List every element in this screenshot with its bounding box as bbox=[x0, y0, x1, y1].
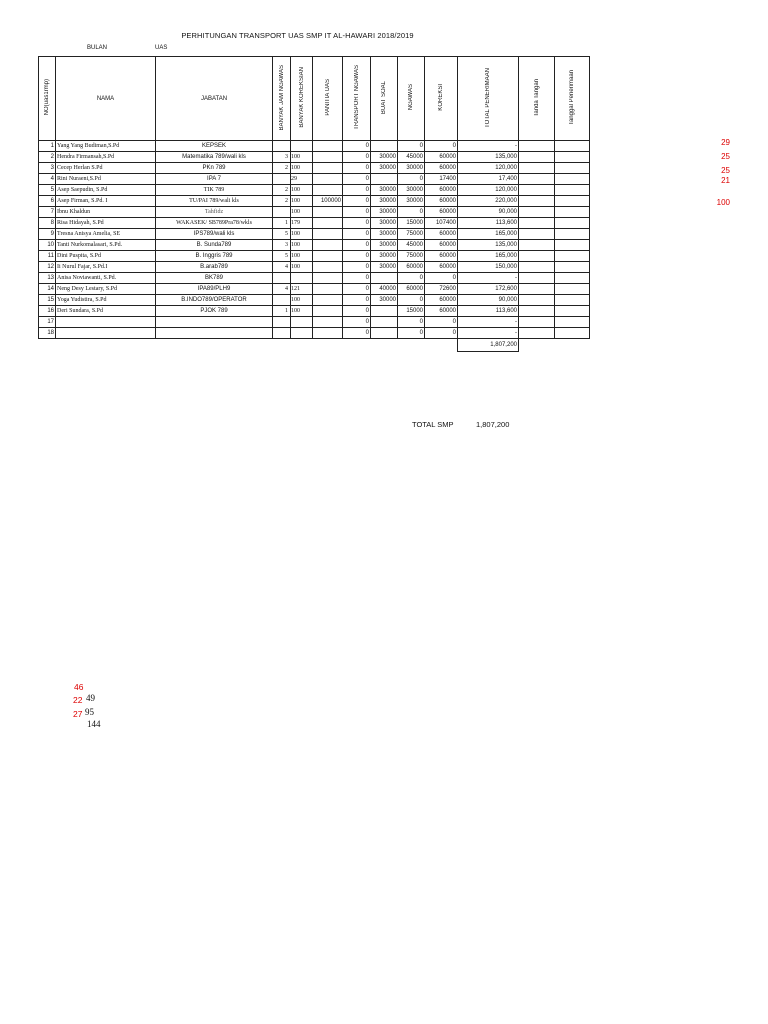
bottom-note: 95 bbox=[85, 707, 94, 717]
cell-tanda-tangan bbox=[519, 229, 555, 240]
cell-tanda-tangan bbox=[519, 174, 555, 185]
cell-tanggal bbox=[555, 141, 590, 152]
cell-nama bbox=[56, 317, 156, 328]
cell-jabatan: TU/PAI 789/wali kls bbox=[156, 196, 273, 207]
cell-koreksian: 100 bbox=[291, 251, 313, 262]
cell-buat-soal: 30000 bbox=[371, 152, 398, 163]
cell-jabatan: IPS789/wali kls bbox=[156, 229, 273, 240]
cell-nama: Asep Firman, S.Pd. I bbox=[56, 196, 156, 207]
table-row bbox=[39, 174, 590, 185]
cell-no: 6 bbox=[39, 196, 56, 207]
cell-jabatan: Matematika 789/wali kls bbox=[156, 152, 273, 163]
cell-total: 220,000 bbox=[458, 196, 519, 207]
cell-total: - bbox=[458, 328, 519, 339]
cell-tanggal bbox=[555, 163, 590, 174]
cell-tanggal bbox=[555, 196, 590, 207]
cell-jam-ngawas: 1 bbox=[273, 218, 291, 229]
empty-cell bbox=[273, 339, 291, 352]
table-row bbox=[39, 207, 590, 218]
bottom-note: 49 bbox=[86, 693, 95, 703]
cell-jam-ngawas bbox=[273, 273, 291, 284]
cell-tanda-tangan bbox=[519, 295, 555, 306]
header-nama: NAMA bbox=[56, 57, 156, 141]
cell-transport: 0 bbox=[343, 141, 371, 152]
cell-jam-ngawas: 2 bbox=[273, 163, 291, 174]
empty-cell bbox=[371, 339, 398, 352]
cell-total: 135,000 bbox=[458, 240, 519, 251]
cell-ngawas: 60000 bbox=[398, 284, 425, 295]
cell-tanda-tangan bbox=[519, 152, 555, 163]
cell-ngawas: 0 bbox=[398, 328, 425, 339]
cell-koreksi: 60000 bbox=[425, 196, 458, 207]
bottom-note: 144 bbox=[87, 719, 101, 729]
cell-no: 4 bbox=[39, 174, 56, 185]
cell-transport: 0 bbox=[343, 207, 371, 218]
cell-koreksi: 17400 bbox=[425, 174, 458, 185]
header-tanggal: Tanggal Penerimaan bbox=[555, 57, 590, 141]
cell-jam-ngawas bbox=[273, 295, 291, 306]
cell-nama: Asep Saepudin, S.Pd bbox=[56, 185, 156, 196]
table-row bbox=[39, 141, 590, 152]
cell-tanggal bbox=[555, 262, 590, 273]
cell-panitia bbox=[313, 207, 343, 218]
cell-tanggal bbox=[555, 295, 590, 306]
cell-transport: 0 bbox=[343, 163, 371, 174]
side-note: 29 bbox=[721, 138, 730, 147]
cell-transport: 0 bbox=[343, 273, 371, 284]
header-koreksi: KOREKSI bbox=[425, 57, 458, 141]
table-row bbox=[39, 262, 590, 273]
cell-no: 12 bbox=[39, 262, 56, 273]
cell-total: 165,000 bbox=[458, 229, 519, 240]
cell-jabatan bbox=[156, 317, 273, 328]
cell-transport: 0 bbox=[343, 295, 371, 306]
cell-nama: Ibnu Khaldun bbox=[56, 207, 156, 218]
table-row bbox=[39, 152, 590, 163]
cell-koreksian bbox=[291, 317, 313, 328]
cell-no: 2 bbox=[39, 152, 56, 163]
cell-tanggal bbox=[555, 251, 590, 262]
header-total: TOTAL PENERIMAAN bbox=[458, 57, 519, 141]
cell-ngawas: 15000 bbox=[398, 306, 425, 317]
cell-buat-soal: 30000 bbox=[371, 185, 398, 196]
cell-koreksi: 0 bbox=[425, 273, 458, 284]
side-note: 21 bbox=[721, 176, 730, 185]
cell-koreksian: 100 bbox=[291, 306, 313, 317]
cell-jam-ngawas: 2 bbox=[273, 196, 291, 207]
cell-transport: 0 bbox=[343, 152, 371, 163]
cell-tanda-tangan bbox=[519, 306, 555, 317]
cell-tanda-tangan bbox=[519, 251, 555, 262]
cell-tanggal bbox=[555, 317, 590, 328]
cell-no: 5 bbox=[39, 185, 56, 196]
cell-no: 15 bbox=[39, 295, 56, 306]
table-row bbox=[39, 306, 590, 317]
cell-buat-soal: 30000 bbox=[371, 207, 398, 218]
cell-nama: Yang Yang Budiman,S.Pd bbox=[56, 141, 156, 152]
cell-jam-ngawas: 4 bbox=[273, 262, 291, 273]
cell-nama: Tresna Anisya Amelia, SE bbox=[56, 229, 156, 240]
cell-jam-ngawas: 3 bbox=[273, 152, 291, 163]
transport-table bbox=[38, 56, 590, 352]
bottom-note-red: 46 bbox=[74, 682, 84, 692]
cell-buat-soal: 30000 bbox=[371, 240, 398, 251]
table-row bbox=[39, 284, 590, 295]
bulan-label: BULAN bbox=[87, 45, 108, 51]
grand-total-value: 1,807,200 bbox=[458, 339, 519, 352]
cell-koreksi: 0 bbox=[425, 328, 458, 339]
cell-ngawas: 0 bbox=[398, 273, 425, 284]
cell-ngawas: 0 bbox=[398, 317, 425, 328]
cell-jabatan: IPA89/PLH9 bbox=[156, 284, 273, 295]
table-row bbox=[39, 240, 590, 251]
total-smp-value: 1,807,200 bbox=[476, 420, 510, 429]
empty-cell bbox=[39, 339, 56, 352]
cell-koreksi: 60000 bbox=[425, 229, 458, 240]
cell-tanda-tangan bbox=[519, 273, 555, 284]
cell-jabatan: IPA 7 bbox=[156, 174, 273, 185]
table-row bbox=[39, 218, 590, 229]
cell-koreksi: 60000 bbox=[425, 152, 458, 163]
cell-no: 13 bbox=[39, 273, 56, 284]
cell-ngawas: 0 bbox=[398, 295, 425, 306]
cell-panitia bbox=[313, 262, 343, 273]
cell-panitia bbox=[313, 306, 343, 317]
cell-nama: Cecep Herlan S.Pd bbox=[56, 163, 156, 174]
cell-jam-ngawas: 5 bbox=[273, 229, 291, 240]
cell-jam-ngawas: 5 bbox=[273, 251, 291, 262]
cell-koreksi: 60000 bbox=[425, 262, 458, 273]
empty-cell bbox=[343, 339, 371, 352]
cell-koreksian: 121 bbox=[291, 284, 313, 295]
cell-ngawas: 60000 bbox=[398, 262, 425, 273]
cell-nama: Dini Puspita, S.Pd bbox=[56, 251, 156, 262]
cell-total: 135,000 bbox=[458, 152, 519, 163]
cell-buat-soal bbox=[371, 328, 398, 339]
cell-transport: 0 bbox=[343, 251, 371, 262]
cell-buat-soal bbox=[371, 306, 398, 317]
cell-nama: Tanti Nurkomalasari, S.Pd. bbox=[56, 240, 156, 251]
cell-transport: 0 bbox=[343, 185, 371, 196]
cell-tanggal bbox=[555, 284, 590, 295]
cell-koreksi: 0 bbox=[425, 317, 458, 328]
cell-jam-ngawas: 3 bbox=[273, 240, 291, 251]
cell-jabatan: B. Sunda789 bbox=[156, 240, 273, 251]
header-buat-soal: BUAT SOAL bbox=[371, 57, 398, 141]
cell-no: 16 bbox=[39, 306, 56, 317]
cell-total: 150,000 bbox=[458, 262, 519, 273]
header-ngawas: NGAWAS bbox=[398, 57, 425, 141]
cell-ngawas: 0 bbox=[398, 141, 425, 152]
cell-jam-ngawas bbox=[273, 317, 291, 328]
cell-no: 9 bbox=[39, 229, 56, 240]
table-row bbox=[39, 251, 590, 262]
cell-jabatan: TIK 789 bbox=[156, 185, 273, 196]
cell-panitia: 100000 bbox=[313, 196, 343, 207]
cell-buat-soal bbox=[371, 317, 398, 328]
cell-nama: Rini Nuraeni,S.Pd bbox=[56, 174, 156, 185]
cell-koreksian bbox=[291, 273, 313, 284]
cell-koreksi: 107400 bbox=[425, 218, 458, 229]
cell-panitia bbox=[313, 273, 343, 284]
cell-nama: Hendra Firmansah,S.Pd bbox=[56, 152, 156, 163]
cell-transport: 0 bbox=[343, 317, 371, 328]
cell-tanggal bbox=[555, 229, 590, 240]
cell-tanggal bbox=[555, 207, 590, 218]
cell-tanda-tangan bbox=[519, 163, 555, 174]
cell-panitia bbox=[313, 141, 343, 152]
cell-koreksian: 179 bbox=[291, 218, 313, 229]
cell-panitia bbox=[313, 317, 343, 328]
cell-jabatan: B. Inggris 789 bbox=[156, 251, 273, 262]
cell-total: - bbox=[458, 141, 519, 152]
cell-panitia bbox=[313, 185, 343, 196]
table-row bbox=[39, 196, 590, 207]
cell-tanda-tangan bbox=[519, 328, 555, 339]
cell-jabatan: B.INDO789/OPERATOR bbox=[156, 295, 273, 306]
table-row bbox=[39, 328, 590, 339]
cell-transport: 0 bbox=[343, 284, 371, 295]
cell-koreksi: 60000 bbox=[425, 306, 458, 317]
cell-no: 7 bbox=[39, 207, 56, 218]
cell-jabatan: PJOK 789 bbox=[156, 306, 273, 317]
bottom-note-red: 22 bbox=[73, 695, 83, 705]
cell-tanggal bbox=[555, 218, 590, 229]
empty-cell bbox=[519, 339, 555, 352]
cell-nama: Ii Nurul Fajar, S.Pd.I bbox=[56, 262, 156, 273]
cell-koreksian: 100 bbox=[291, 207, 313, 218]
cell-total: 165,000 bbox=[458, 251, 519, 262]
cell-total: 90,000 bbox=[458, 295, 519, 306]
cell-jabatan: PKn 789 bbox=[156, 163, 273, 174]
cell-total: 120,000 bbox=[458, 163, 519, 174]
cell-jabatan bbox=[156, 328, 273, 339]
cell-nama: Yoga Yudistira, S.Pd bbox=[56, 295, 156, 306]
cell-koreksian: 100 bbox=[291, 196, 313, 207]
cell-tanda-tangan bbox=[519, 185, 555, 196]
cell-ngawas: 45000 bbox=[398, 152, 425, 163]
cell-transport: 0 bbox=[343, 229, 371, 240]
cell-koreksian bbox=[291, 141, 313, 152]
cell-buat-soal: 30000 bbox=[371, 163, 398, 174]
cell-no: 18 bbox=[39, 328, 56, 339]
cell-tanggal bbox=[555, 306, 590, 317]
header-row bbox=[39, 57, 590, 141]
cell-tanggal bbox=[555, 273, 590, 284]
cell-jabatan: B.arab789 bbox=[156, 262, 273, 273]
cell-total: 113,600 bbox=[458, 306, 519, 317]
cell-no: 8 bbox=[39, 218, 56, 229]
table-row bbox=[39, 229, 590, 240]
cell-ngawas: 0 bbox=[398, 174, 425, 185]
cell-koreksian: 100 bbox=[291, 163, 313, 174]
cell-koreksian: 100 bbox=[291, 262, 313, 273]
cell-transport: 0 bbox=[343, 218, 371, 229]
cell-jabatan: BK789 bbox=[156, 273, 273, 284]
cell-transport: 0 bbox=[343, 328, 371, 339]
cell-panitia bbox=[313, 174, 343, 185]
table-row bbox=[39, 295, 590, 306]
cell-panitia bbox=[313, 328, 343, 339]
empty-cell bbox=[398, 339, 425, 352]
cell-tanggal bbox=[555, 174, 590, 185]
header-transport: TRANSPORT NGAWAS bbox=[343, 57, 371, 141]
empty-cell bbox=[313, 339, 343, 352]
cell-no: 14 bbox=[39, 284, 56, 295]
header-panitia: PANITIA UAS bbox=[313, 57, 343, 141]
cell-koreksi: 60000 bbox=[425, 295, 458, 306]
cell-ngawas: 30000 bbox=[398, 185, 425, 196]
cell-transport: 0 bbox=[343, 262, 371, 273]
side-note: 25 bbox=[721, 166, 730, 175]
cell-jam-ngawas bbox=[273, 328, 291, 339]
cell-total: 172,600 bbox=[458, 284, 519, 295]
cell-koreksi: 60000 bbox=[425, 240, 458, 251]
page-title: PERHITUNGAN TRANSPORT UAS SMP IT AL-HAWARI 2018/2019 bbox=[181, 31, 414, 40]
bulan-value: UAS bbox=[155, 45, 168, 51]
cell-total: 120,000 bbox=[458, 185, 519, 196]
cell-buat-soal: 30000 bbox=[371, 196, 398, 207]
header-koreksian: BANYAK KOREKSIAN bbox=[291, 57, 313, 141]
cell-ngawas: 45000 bbox=[398, 240, 425, 251]
header-no: NO(uas1rmp) bbox=[39, 57, 56, 141]
cell-buat-soal bbox=[371, 273, 398, 284]
cell-koreksian: 100 bbox=[291, 229, 313, 240]
cell-no: 3 bbox=[39, 163, 56, 174]
cell-ngawas: 30000 bbox=[398, 163, 425, 174]
table-row bbox=[39, 163, 590, 174]
cell-total: - bbox=[458, 273, 519, 284]
table-row bbox=[39, 273, 590, 284]
cell-tanggal bbox=[555, 152, 590, 163]
cell-jabatan: KEPSEK bbox=[156, 141, 273, 152]
cell-jam-ngawas: 4 bbox=[273, 284, 291, 295]
empty-cell bbox=[56, 339, 156, 352]
cell-panitia bbox=[313, 251, 343, 262]
cell-tanda-tangan bbox=[519, 317, 555, 328]
cell-transport: 0 bbox=[343, 196, 371, 207]
header-jabatan: JABATAN bbox=[156, 57, 273, 141]
cell-total: 113,600 bbox=[458, 218, 519, 229]
cell-transport: 0 bbox=[343, 240, 371, 251]
cell-total: 90,000 bbox=[458, 207, 519, 218]
cell-nama bbox=[56, 328, 156, 339]
empty-cell bbox=[425, 339, 458, 352]
cell-koreksi: 0 bbox=[425, 141, 458, 152]
cell-no: 1 bbox=[39, 141, 56, 152]
cell-koreksi: 60000 bbox=[425, 185, 458, 196]
cell-jam-ngawas: 1 bbox=[273, 306, 291, 317]
cell-tanggal bbox=[555, 185, 590, 196]
cell-nama: Anisa Noviawanti, S.Pd. bbox=[56, 273, 156, 284]
table-row bbox=[39, 317, 590, 328]
cell-panitia bbox=[313, 152, 343, 163]
cell-panitia bbox=[313, 295, 343, 306]
cell-tanda-tangan bbox=[519, 207, 555, 218]
bottom-note-red: 27 bbox=[73, 709, 83, 719]
empty-cell bbox=[156, 339, 273, 352]
cell-nama: Risa Hidayah, S.Pd bbox=[56, 218, 156, 229]
cell-koreksi: 60000 bbox=[425, 163, 458, 174]
cell-jabatan: WAKASEK/ SB789Pra78/wkls bbox=[156, 218, 273, 229]
cell-ngawas: 30000 bbox=[398, 196, 425, 207]
cell-no: 10 bbox=[39, 240, 56, 251]
cell-jam-ngawas: 2 bbox=[273, 185, 291, 196]
cell-no: 11 bbox=[39, 251, 56, 262]
cell-tanda-tangan bbox=[519, 141, 555, 152]
empty-cell bbox=[555, 339, 590, 352]
cell-nama: Neng Desy Lestary, S.Pd bbox=[56, 284, 156, 295]
cell-buat-soal bbox=[371, 174, 398, 185]
cell-tanggal bbox=[555, 240, 590, 251]
cell-panitia bbox=[313, 218, 343, 229]
total-smp-label: TOTAL SMP bbox=[412, 420, 454, 429]
cell-buat-soal: 40000 bbox=[371, 284, 398, 295]
cell-koreksian bbox=[291, 328, 313, 339]
cell-buat-soal: 30000 bbox=[371, 229, 398, 240]
cell-panitia bbox=[313, 229, 343, 240]
cell-ngawas: 75000 bbox=[398, 229, 425, 240]
cell-koreksian: 29 bbox=[291, 174, 313, 185]
cell-panitia bbox=[313, 240, 343, 251]
cell-jam-ngawas bbox=[273, 141, 291, 152]
cell-panitia bbox=[313, 284, 343, 295]
side-note: 100 bbox=[716, 198, 730, 207]
cell-transport: 0 bbox=[343, 306, 371, 317]
cell-buat-soal: 30000 bbox=[371, 295, 398, 306]
cell-jam-ngawas bbox=[273, 174, 291, 185]
cell-ngawas: 15000 bbox=[398, 218, 425, 229]
cell-tanda-tangan bbox=[519, 262, 555, 273]
cell-koreksian: 100 bbox=[291, 152, 313, 163]
side-note: 25 bbox=[721, 152, 730, 161]
table-row bbox=[39, 185, 590, 196]
cell-buat-soal: 30000 bbox=[371, 218, 398, 229]
cell-total: 17,400 bbox=[458, 174, 519, 185]
cell-tanda-tangan bbox=[519, 196, 555, 207]
cell-jabatan: Tahfidz bbox=[156, 207, 273, 218]
cell-tanda-tangan bbox=[519, 218, 555, 229]
cell-ngawas: 75000 bbox=[398, 251, 425, 262]
cell-koreksi: 60000 bbox=[425, 251, 458, 262]
empty-cell bbox=[291, 339, 313, 352]
cell-koreksi: 60000 bbox=[425, 207, 458, 218]
cell-buat-soal: 30000 bbox=[371, 262, 398, 273]
cell-tanggal bbox=[555, 328, 590, 339]
cell-tanda-tangan bbox=[519, 284, 555, 295]
cell-panitia bbox=[313, 163, 343, 174]
cell-nama: Deri Sundara, S.Pd bbox=[56, 306, 156, 317]
cell-koreksian: 100 bbox=[291, 185, 313, 196]
cell-koreksi: 72600 bbox=[425, 284, 458, 295]
cell-buat-soal bbox=[371, 141, 398, 152]
cell-koreksian: 100 bbox=[291, 240, 313, 251]
cell-jam-ngawas bbox=[273, 207, 291, 218]
grand-total-row bbox=[39, 339, 590, 352]
cell-no: 17 bbox=[39, 317, 56, 328]
cell-koreksian: 100 bbox=[291, 295, 313, 306]
cell-ngawas: 0 bbox=[398, 207, 425, 218]
cell-tanda-tangan bbox=[519, 240, 555, 251]
header-jam-ngawas: BANYAK JAM NGAWAS bbox=[273, 57, 291, 141]
cell-buat-soal: 30000 bbox=[371, 251, 398, 262]
cell-transport: 0 bbox=[343, 174, 371, 185]
header-tanda-tangan: Tanda Tangan bbox=[519, 57, 555, 141]
cell-total: - bbox=[458, 317, 519, 328]
